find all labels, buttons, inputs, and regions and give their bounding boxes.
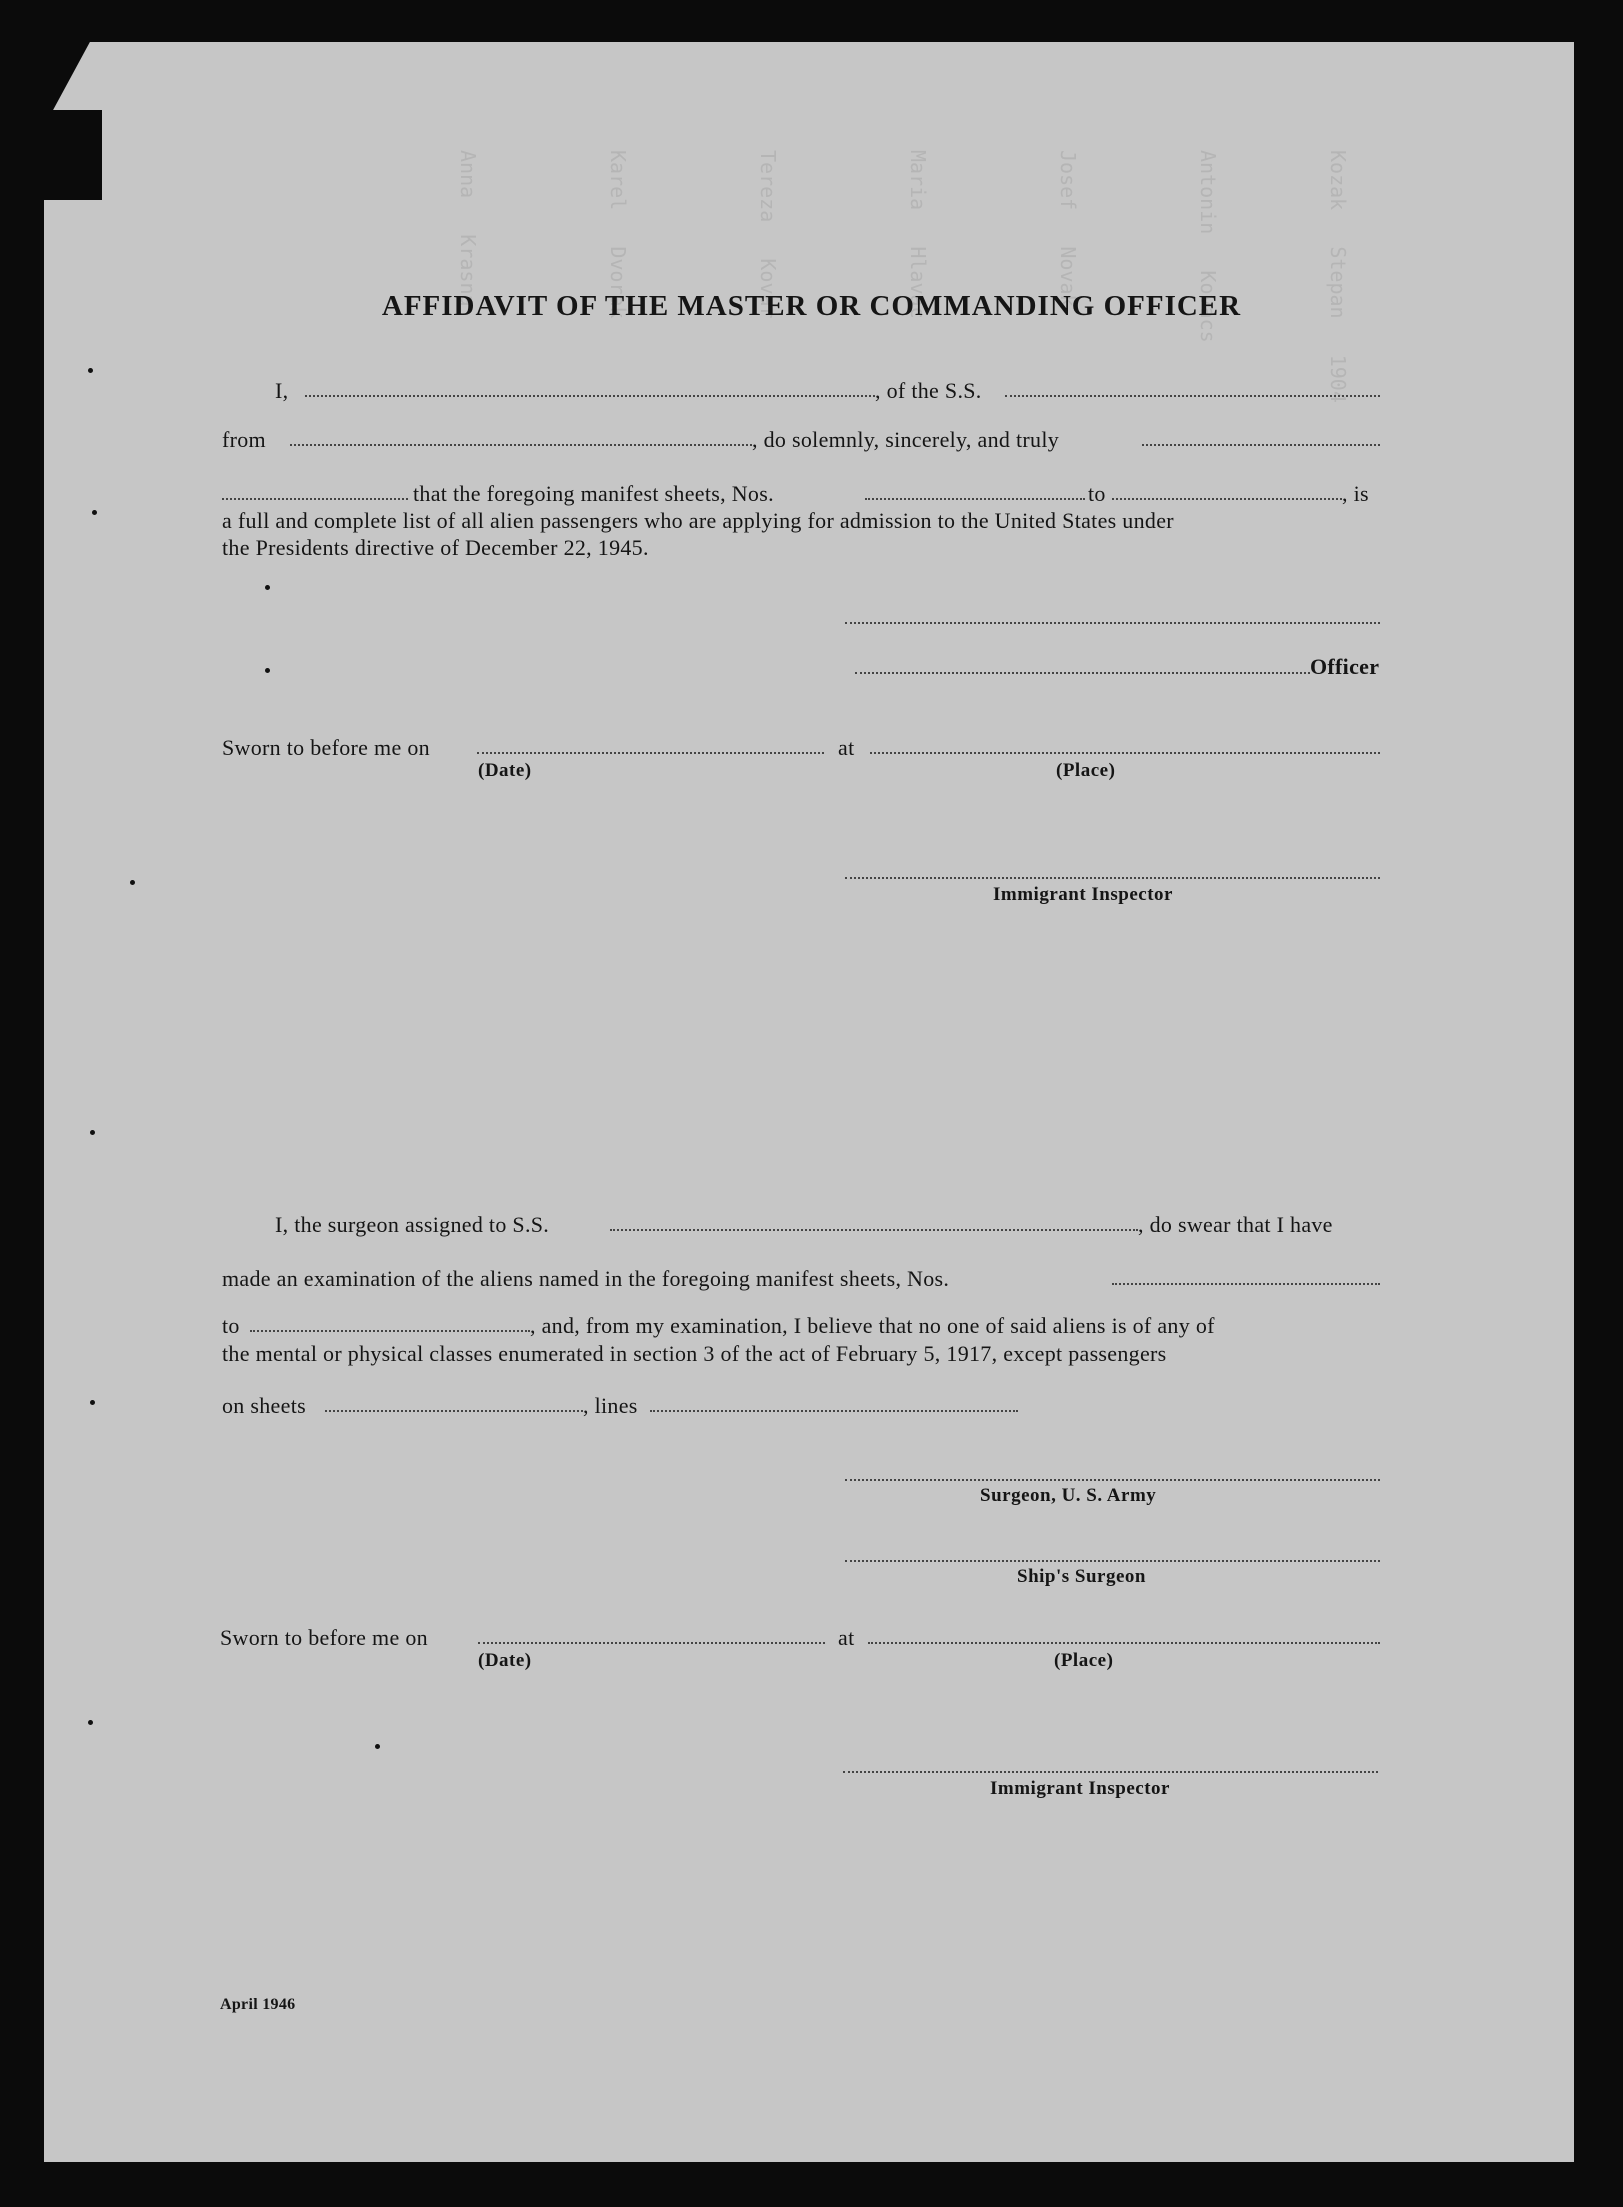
scan-speck (265, 585, 270, 590)
sheets-label: on sheets (222, 1393, 306, 1418)
inspector-caption: Immigrant Inspector (993, 884, 1173, 905)
scan-speck (265, 668, 270, 673)
surgeon-line-3b: , and, from my examination, I believe that no one of said aliens is of any of (530, 1313, 1215, 1338)
at-label: at (838, 735, 855, 760)
army-surgeon-signature-line[interactable] (845, 1479, 1380, 1481)
scan-speck (92, 510, 97, 515)
surgeon-inspector-signature-line[interactable] (843, 1771, 1378, 1773)
scan-speck (88, 368, 93, 373)
except-lines-field[interactable] (650, 1410, 1018, 1412)
surgeon-ship-field[interactable] (610, 1229, 1138, 1231)
master-line-2: a full and complete list of all alien passengers who are applying for admission to the United States under (222, 508, 1174, 533)
page-title: AFFIDAVIT OF THE MASTER OR COMMANDING OFFICER (381, 290, 1242, 322)
torn-edge (38, 110, 102, 200)
ship-name-field[interactable] (1005, 395, 1380, 397)
surgeon-sworn-date-field[interactable] (478, 1642, 825, 1644)
surgeon-line-1a: I, the surgeon assigned to S.S. (275, 1212, 550, 1237)
lines-label: , lines (583, 1393, 638, 1418)
surgeon-sworn-place-field[interactable] (868, 1642, 1380, 1644)
scan-speck (130, 880, 135, 885)
bleed-through: Anna Krasna (456, 150, 480, 307)
scan-speck (90, 1400, 95, 1405)
solemnly-text: , do solemnly, sincerely, and truly (752, 427, 1060, 452)
name-field[interactable] (305, 395, 875, 397)
ship-surgeon-signature-line[interactable] (845, 1560, 1380, 1562)
surgeon-place-caption: (Place) (1054, 1650, 1114, 1671)
of-ss-label: , of the S.S. (875, 378, 982, 403)
is-label: , is (1342, 481, 1369, 506)
scan-speck (90, 1130, 95, 1135)
surgeon-inspector-caption: Immigrant Inspector (990, 1778, 1170, 1799)
surgeon-sheets-field[interactable] (1112, 1283, 1380, 1285)
master-line-3: the Presidents directive of December 22, 1945. (222, 535, 649, 560)
master-signature-line[interactable] (845, 622, 1380, 624)
army-surgeon-caption: Surgeon, U. S. Army (980, 1485, 1157, 1506)
surgeon-to-label: to (222, 1313, 240, 1338)
surgeon-line-4: the mental or physical classes enumerated in section 3 of the act of February 5, 1917, except passengers (222, 1341, 1167, 1366)
sworn-label: Sworn to before me on (222, 735, 430, 760)
bleed-through: Maria Hlavac (906, 150, 930, 319)
i-label: I, (275, 378, 289, 403)
sheets-to-field[interactable] (1112, 498, 1342, 500)
surgeon-date-caption: (Date) (478, 1650, 532, 1671)
sheets-from-field[interactable] (865, 498, 1085, 500)
inspector-signature-line[interactable] (845, 877, 1380, 879)
scan-speck (88, 1720, 93, 1725)
truly-field[interactable] (1142, 444, 1380, 446)
to-label: to (1088, 481, 1106, 506)
swear-field[interactable] (222, 498, 408, 500)
except-sheets-field[interactable] (325, 1410, 583, 1412)
officer-label: Officer (1310, 654, 1380, 679)
bleed-through: Antonin Kovacs (1196, 150, 1220, 343)
sworn-place-field[interactable] (870, 752, 1380, 754)
surgeon-line-1b: , do swear that I have (1138, 1212, 1333, 1237)
surgeon-to-field[interactable] (250, 1330, 530, 1332)
date-caption: (Date) (478, 760, 532, 781)
bleed-through: Karel Dvorak (606, 150, 630, 319)
bleed-through: Josef Novak (1056, 150, 1080, 307)
from-label: from (222, 427, 266, 452)
from-field[interactable] (290, 444, 752, 446)
bleed-through: Tereza Kovar (756, 150, 780, 319)
place-caption: (Place) (1056, 760, 1116, 781)
bleed-through: Kozak Stepan 1904 (1326, 150, 1350, 403)
scan-speck (375, 1744, 380, 1749)
manifest-text: that the foregoing manifest sheets, Nos. (413, 481, 774, 506)
form-date: April 1946 (220, 1996, 296, 2013)
officer-signature-line[interactable] (855, 672, 1310, 674)
surgeon-at-label: at (838, 1625, 855, 1650)
ship-surgeon-caption: Ship's Surgeon (1017, 1566, 1146, 1587)
surgeon-sworn-label: Sworn to before me on (220, 1625, 428, 1650)
surgeon-line-2: made an examination of the aliens named in the foregoing manifest sheets, Nos. (222, 1266, 950, 1291)
sworn-date-field[interactable] (477, 752, 824, 754)
